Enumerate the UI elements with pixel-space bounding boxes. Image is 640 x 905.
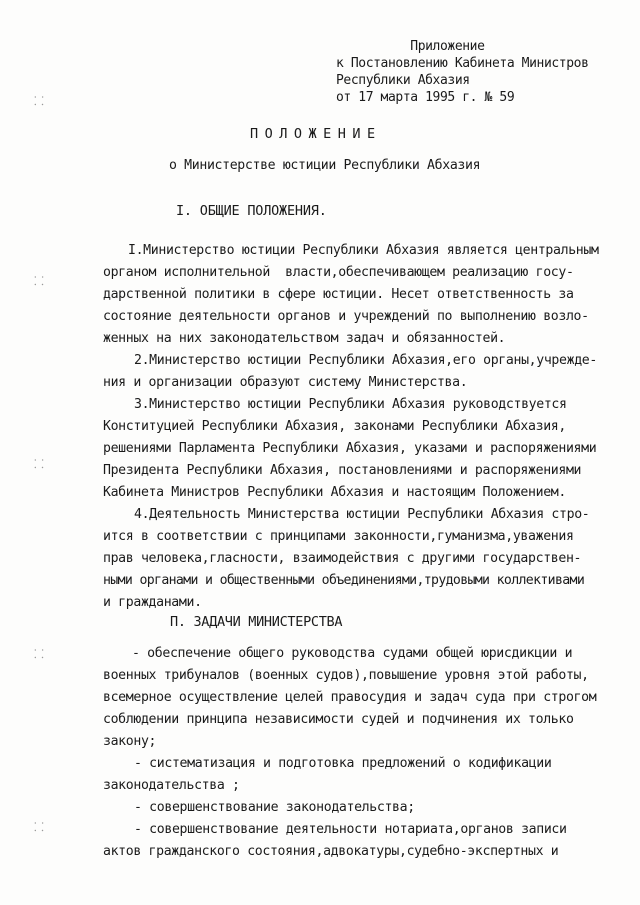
- section-1-heading: I. ОБЩИЕ ПОЛОЖЕНИЯ.: [176, 203, 327, 219]
- margin-punch-mark: ⸬: [34, 274, 44, 288]
- body-line: закону;: [103, 734, 157, 749]
- body-line: законодательства ;: [103, 778, 240, 793]
- document-title: ПОЛОЖЕНИЕ: [250, 126, 382, 142]
- body-line: - обеспечение общего руководства судами общей юрисдикции и: [132, 646, 573, 661]
- header-line: Приложение: [336, 39, 485, 54]
- body-line: всемерное осуществление целей правосудия и задач суда при строгом: [103, 690, 597, 705]
- body-line: - совершенствование деятельности нотариата,органов записи: [134, 822, 567, 837]
- body-line: ния и организации образуют систему Министерства.: [103, 375, 468, 390]
- body-line: 4.Деятельность Министерства юстиции Республики Абхазия стро-: [134, 507, 590, 522]
- body-line: военных трибуналов (военных судов),повышение уровня этой работы,: [103, 668, 589, 683]
- header-line: к Постановлению Кабинета Министров: [336, 56, 589, 71]
- body-line: и гражданами.: [103, 595, 202, 610]
- body-line: 3.Министерство юстиции Республики Абхазия руководствуется: [134, 397, 567, 412]
- body-line: прав человека,гласности, взаимодействия с другими государствен-: [103, 551, 582, 566]
- body-line: ится в соответствии с принципами законности,гуманизма,уважения: [103, 529, 574, 544]
- header-line: Республики Абхазия: [336, 73, 470, 88]
- margin-punch-mark: ⸬: [34, 820, 44, 834]
- body-line: дарственной политики в сфере юстиции. Несет ответственность за: [103, 287, 574, 302]
- header-line: от 17 марта 1995 г. № 59: [336, 90, 515, 105]
- body-line: актов гражданского состояния,адвокатуры,судебно-экспертных и: [103, 844, 559, 859]
- body-line: решениями Парламента Республики Абхазия, указами и распоряжениями: [103, 441, 597, 456]
- body-line: - совершенствование законодательства;: [134, 800, 415, 815]
- body-line: органом исполнительной власти,обеспечивающем реализацию госу-: [103, 265, 574, 280]
- body-line: ными органами и общественными объединениями,трудовыми коллективами: [103, 573, 585, 588]
- body-line: Кабинета Министров Республики Абхазия и настоящим Положением.: [103, 485, 566, 500]
- appendix-header: [336, 38, 589, 106]
- margin-punch-mark: ⸬: [34, 94, 44, 108]
- body-line: женных на них законодательством задач и обязанностей.: [103, 331, 506, 346]
- body-line: состояние деятельности органов и учреждений по выполнению возло-: [103, 309, 589, 324]
- body-line: соблюдении принципа независимости судей и подчинения их только: [103, 712, 574, 727]
- document-subtitle: о Министерстве юстиции Республики Абхазия: [169, 158, 481, 173]
- body-line: I.Министерство юстиции Республики Абхазия является центральным: [128, 243, 599, 258]
- margin-punch-mark: ⸬: [34, 647, 44, 661]
- body-line: Президента Республики Абхазия, постановлениями и распоряжениями: [103, 463, 582, 478]
- section-2-heading: П. ЗАДАЧИ МИНИСТЕРСТВА: [170, 614, 343, 630]
- body-line: Конституцией Республики Абхазия, законами Республики Абхазия,: [103, 419, 566, 434]
- body-line: 2.Министерство юстиции Республики Абхазия,его органы,учрежде-: [134, 353, 597, 368]
- body-line: - систематизация и подготовка предложений о кодификации: [134, 756, 552, 771]
- margin-punch-mark: ⸬: [34, 457, 44, 471]
